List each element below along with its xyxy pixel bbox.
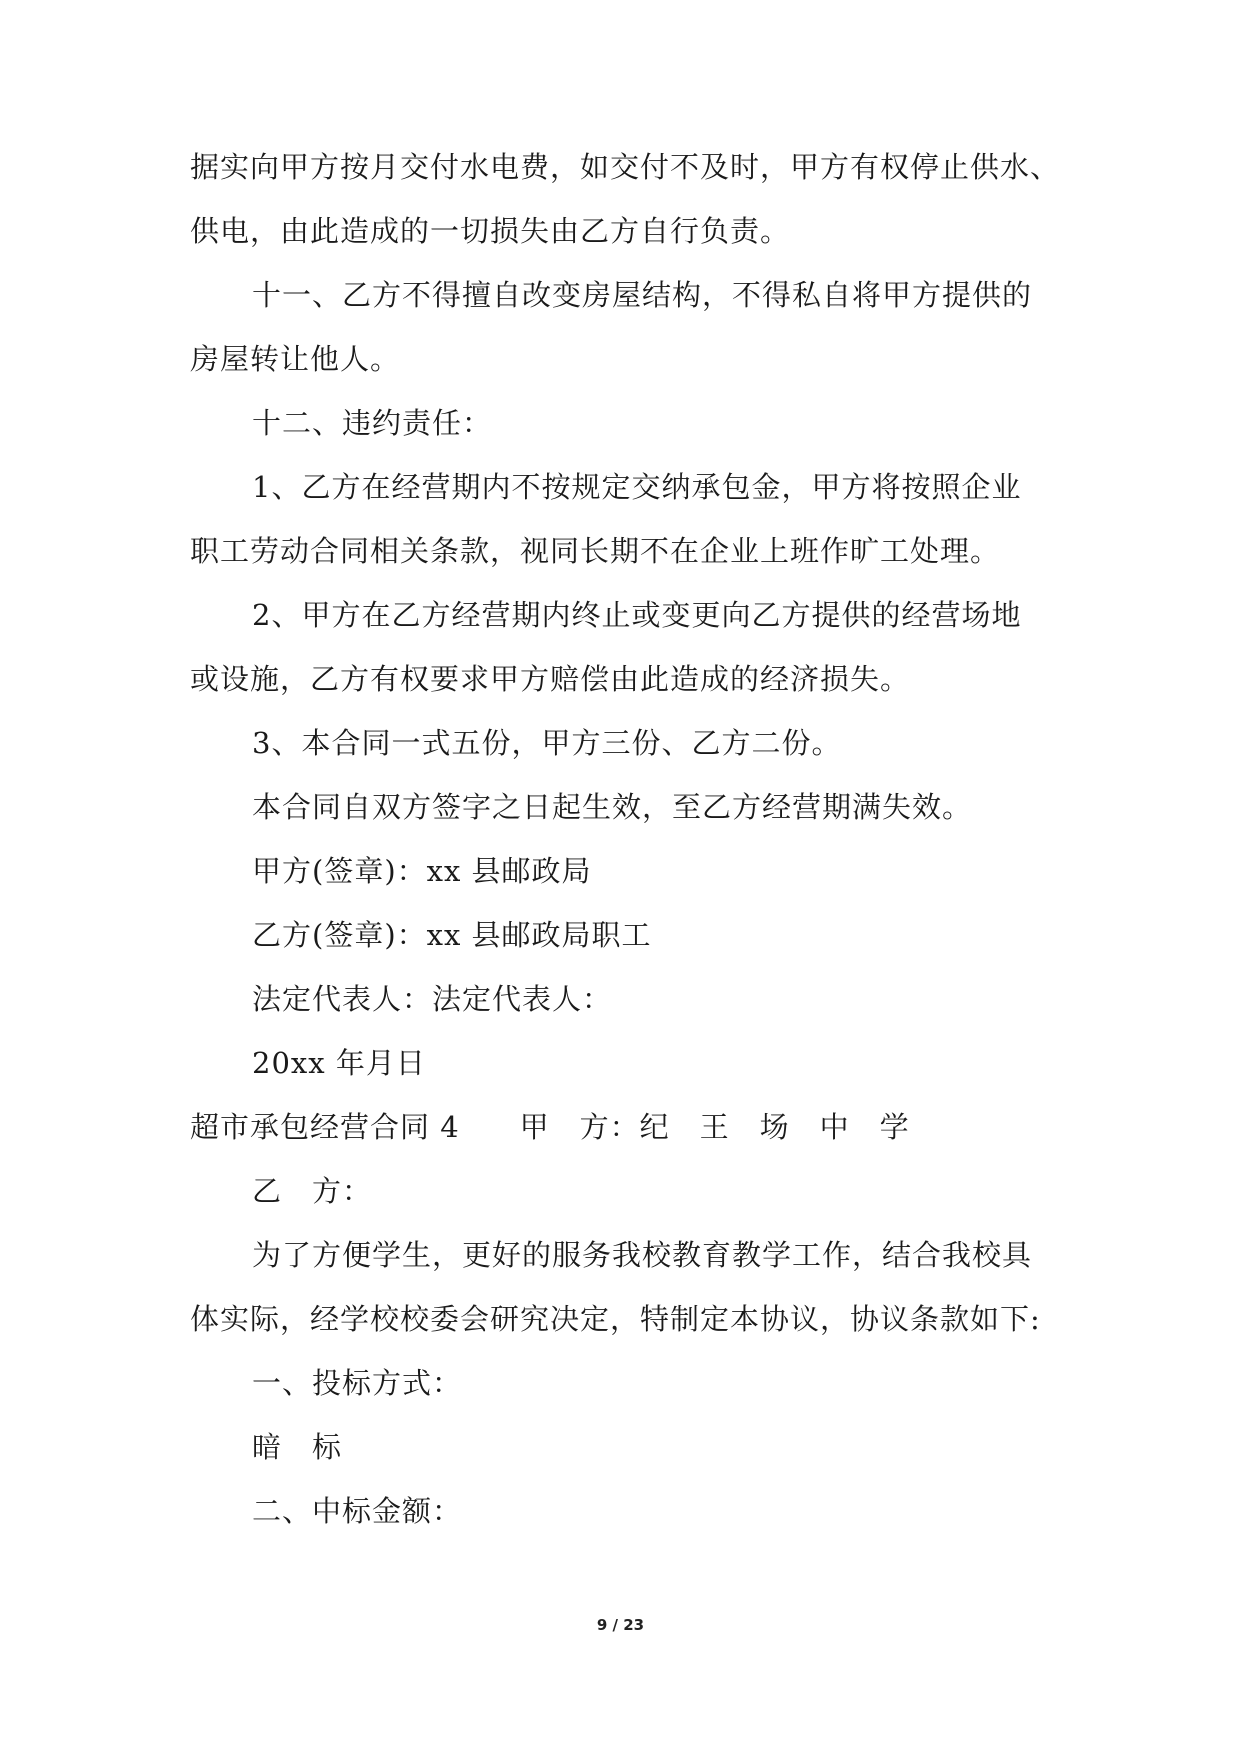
section-heading: 十二、违约责任： — [252, 406, 493, 440]
legal-representative-line: 法定代表人：法定代表人： — [252, 982, 613, 1016]
paragraph-line: 供电，由此造成的一切损失由乙方自行负责。 — [190, 214, 791, 248]
paragraph-line: 职工劳动合同相关条款，视同长期不在企业上班作旷工处理。 — [190, 534, 1001, 568]
signature-party-b: 乙方(签章)：xx 县邮政局职工 — [252, 918, 652, 952]
paragraph-line: 3、本合同一式五份，甲方三份、乙方二份。 — [252, 726, 842, 760]
contract-title-line: 超市承包经营合同 4 甲 方：纪 王 场 中 学 — [190, 1110, 910, 1144]
section-heading: 一、投标方式： — [252, 1366, 463, 1400]
paragraph-line: 本合同自双方签字之日起生效，至乙方经营期满失效。 — [252, 790, 973, 824]
paragraph-line: 房屋转让他人。 — [190, 342, 401, 376]
paragraph-line: 2、甲方在乙方经营期内终止或变更向乙方提供的经营场地 — [252, 598, 1022, 632]
date-line: 20xx 年月日 — [252, 1046, 426, 1080]
page-number: 9 / 23 — [596, 1616, 645, 1634]
paragraph-line: 为了方便学生，更好的服务我校教育教学工作，结合我校具 — [252, 1238, 1033, 1272]
paragraph-line: 据实向甲方按月交付水电费，如交付不及时，甲方有权停止供水、 — [190, 150, 1061, 184]
paragraph-line: 或设施，乙方有权要求甲方赔偿由此造成的经济损失。 — [190, 662, 911, 696]
paragraph-line: 1、乙方在经营期内不按规定交纳承包金，甲方将按照企业 — [252, 470, 1022, 504]
party-b-line: 乙 方： — [252, 1174, 373, 1208]
paragraph-line: 体实际，经学校校委会研究决定，特制定本协议，协议条款如下: — [190, 1302, 1041, 1336]
paragraph-line: 暗 标 — [252, 1430, 343, 1464]
section-heading: 二、中标金额： — [252, 1494, 463, 1528]
signature-party-a: 甲方(签章)：xx 县邮政局 — [252, 854, 592, 888]
paragraph-line: 十一、乙方不得擅自改变房屋结构，不得私自将甲方提供的 — [252, 278, 1033, 312]
